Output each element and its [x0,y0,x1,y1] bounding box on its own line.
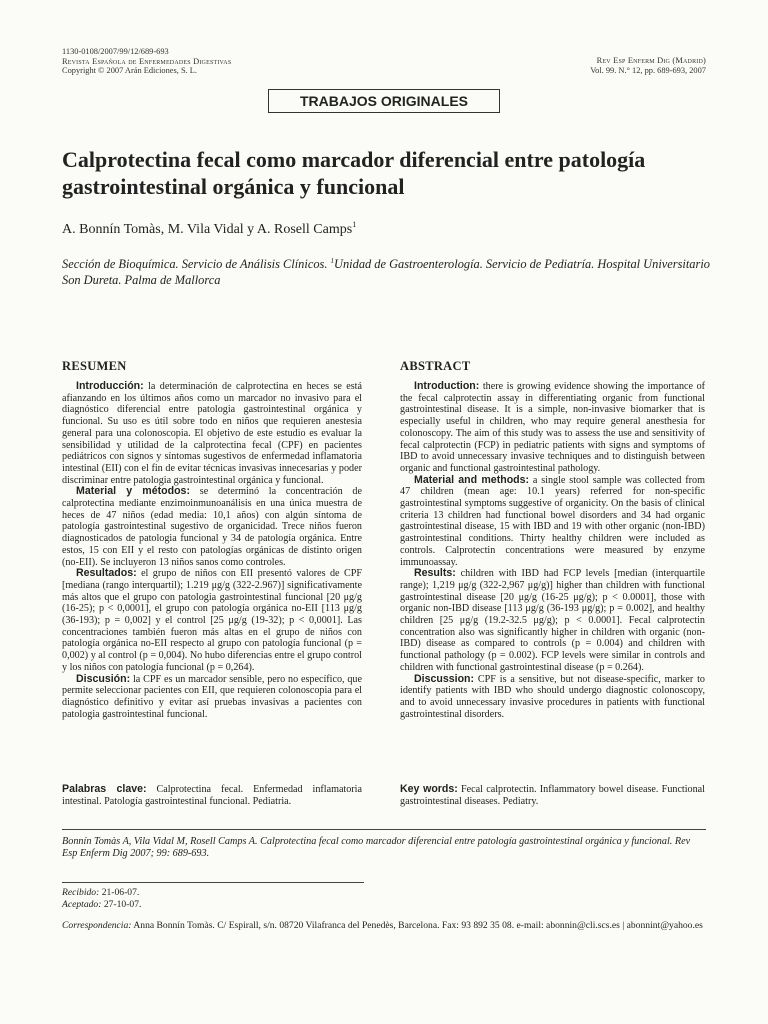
key-words-label: Key words: [400,783,458,795]
article-title: Calprotectina fecal como marcador diferencial entre patología gastrointestinal orgánica y funcional [62,147,646,199]
palabras-clave [62,784,362,807]
abstract-paragraph [400,674,705,721]
abstract-heading: ABSTRACT [400,359,471,373]
affiliation-part2: Unidad de Gastroenterología. Servicio de Pediatría. Hospital Universitario Son Dureta. Palma de Mallorca [62,257,710,287]
abstract-paragraph [400,568,705,673]
author-superscript: 1 [352,220,357,229]
abstract-label: Discussion: [414,672,475,685]
section-label: TRABAJOS ORIGINALES [268,89,500,113]
author-list [62,220,356,238]
resumen-label: Discusión: [76,672,131,685]
received-date: 21-06-07. [99,887,140,898]
affiliation-part1: Sección de Bioquímica. Servicio de Análisis Clínicos. [62,257,331,271]
abstract-text: there is growing evidence showing the importance of the fecal calprotectin assay in differentiating organic from functional gastrointestinal disease. It is a simple, non-invasive biomarker that is especially useful in children, who may require general anesthesia for colonoscopy. The aim of this study was to assess the use and sensitivity of fecal calprotectin (FCP) in pediatric patients with signs and symptoms of IBD to avoid unnecessary invasive techniques and to distinguish between organic and functional gastrointestinal pathology. [400,381,705,474]
resumen-heading: RESUMEN [62,359,127,373]
abstract-paragraph [400,475,705,569]
resumen-label: Resultados: [76,567,137,580]
accepted-label: Aceptado: [62,898,102,910]
accepted-date: 27-10-07. [101,898,142,910]
journal-abbrev: Rev Esp Enferm Dig (Madrid) [596,56,706,65]
correspondence [62,920,706,932]
resumen-label: Introducción: [76,380,144,392]
resumen-paragraph [62,674,362,721]
affiliation [62,253,722,288]
abstract-label: Material and methods: [414,473,530,486]
journal-name: Revista Española de Enfermedades Digestivas [62,56,232,66]
resumen-paragraph [62,568,362,673]
volume-info: Vol. 99. N.° 12, pp. 689-693, 2007 [590,65,706,75]
abstract-text: CPF is a sensitive, but not disease-specific, marker to identify patients with IBD who should undergo diagnostic colonoscopy, and to avoid unnecessary invasive procedures in patients with functional gastrointestinal disorders. [400,673,705,720]
correspondence-text: Anna Bonnín Tomàs. C/ Espirall, s/n. 08720 Vilafranca del Penedès, Barcelona. Fax: 93 892 35 08. e-mail: abonnin@cli.scs.es | abonnint@yahoo.es [131,920,703,931]
abstract-label: Results: [414,567,456,580]
accepted-line [62,899,141,911]
resumen-paragraph [62,381,362,486]
resumen-text: la CPF es un marcador sensible, pero no específico, que permite seleccionar pacientes con EII, que requieren colonoscopia para el diagnóstico definitivo y evitar así pruebas invasivas a pacientes con patologia gastrointestinal funcional. [62,673,362,720]
resumen-label: Material y métodos: [76,485,190,498]
received-line [62,887,141,899]
resumen-text: se determinó la concentración de calprotectina mediante enzimoinmunoanálisis en una única muestra de heces de 47 niños (edad media: 10,1 años) con algún síntoma de patología gastrointestinal sugestivo de organicidad. Trece niños fueron diagnosticados de patologia funcional y 34 de patología orgánica. Entre estos, 15 con EII y el resto con patologías orgánicas de distinto origen (no-EII). Se incluyeron 13 niños sanos como controles. [62,486,362,568]
key-words-text: Fecal calprotectin. Inflammatory bowel disease. Functional gastrointestinal diseases. Pediatry. [400,784,705,807]
copyright-line: Copyright © 2007 Arán Ediciones, S. L. [62,66,198,76]
received-label: Recibido: [62,887,100,898]
palabras-clave-text: Calprotectina fecal. Enfermedad inflamatoria intestinal. Patología gastrointestinal funcional. Pediatria. [62,784,362,807]
abstract-paragraph [400,381,705,475]
abstract-text: a single stool sample was collected from 47 children (mean age: 10.1 years) referred for non-specific gastrointestinal symptoms suggestive of organicity. On the basis of clinical criteria 13 children had functional bowel disorders and 34 had organic gastrointestinal disease, 15 with IBD and 19 with other organic (non-IBD) gastrointestinal conditions. Thirty healthy children were included as controls. Calprotectin concentrations were measured by enzyme immunoassay. [400,474,705,568]
article-dates [62,887,141,910]
abstract-column [400,359,705,720]
key-words [400,784,705,807]
correspondence-label: Correspondencia: [62,920,132,931]
resumen-text: la determinación de calprotectina en heces se está afianzando en los últimos años como un marcador no invasivo para el diagnóstico diferencial entre patologia gastrointestinal orgánica y funcional. Su uso es útil sobre todo en niños que requieren anestesia general para una colonoscopia. El objetivo de este estudio es evaluar la sensibilidad y utilidad de la calprotectina fecal (CPF) en pacientes pediátricos con signos y síntomas sugestivos de enfermedad inflamatoria intestinal (EII) con el fin de evitar técnicas invasivas innecesarias y poder discriminar entre patologia gastrointestinal orgánica y funcional. [62,381,362,486]
dates-divider [62,882,364,883]
abstract-label: Introduction: [414,380,480,392]
author-names: A. Bonnín Tomàs, M. Vila Vidal y A. Rosell Camps [62,222,353,237]
citation-divider [62,829,706,830]
abstract-text: children with IBD had FCP levels [median (interquartile range); 1,219 μg/g (322-2,967 μg/g)] higher than children with functional gastrointestinal disease [20 μg/g (16-25 μg/g); p < 0.0001], those with organic non-IBD disease [113 μg/g (36-193 μg/g); p = 0.002], and healthy children [25 μg/g (19.2-32.5 μg/g); p < 0.0001]. Fecal calprotectin concentration also was significantly higher in children with organic (non-IBD) disease as compared to controls (p = 0.004) and children with functional pathology (p = 0.002). FCP levels were similar in controls and children with functional gastrointestinal disease (p = 0.264). [400,568,705,673]
citation: Bonnín Tomàs A, Vila Vidal M, Rosell Camps A. Calprotectina fecal como marcador diferencial entre patología gastrointestinal orgánica y funcional. Rev Esp Enferm Dig 2007; 99: 689-693. [62,836,691,859]
journal-meta-left [62,47,231,76]
affiliation-superscript: 1 [330,257,335,265]
palabras-clave-label: Palabras clave: [62,783,147,795]
resumen-column [62,359,362,720]
resumen-paragraph [62,486,362,568]
issn-line: 1130-0108/2007/99/12/689-693 [62,47,169,56]
resumen-text: el grupo de niños con EII presentó valores de CPF [mediana (rango interquartil); 1.219 μg/g (322-2.967)] significativamente más altos que el grupo con patologia gastrointestinal funcional [20 μg/g (16-25); p < 0,0001], el grupo con patología orgánica no-EII [113 μg/g (36-193); p = 0,002] y el control [25 μg/g (19-32); p < 0,0001]. Las concentraciones también fueron más altas en el grupo de niños con patología orgánica no-EII respecto al grupo con patología funcional (p = 0,002) y al control (p = 0,004). No hubo diferencias entre el grupo control y los niños con patología funcional (p = 0,264). [62,568,362,673]
journal-meta-right [590,56,706,75]
